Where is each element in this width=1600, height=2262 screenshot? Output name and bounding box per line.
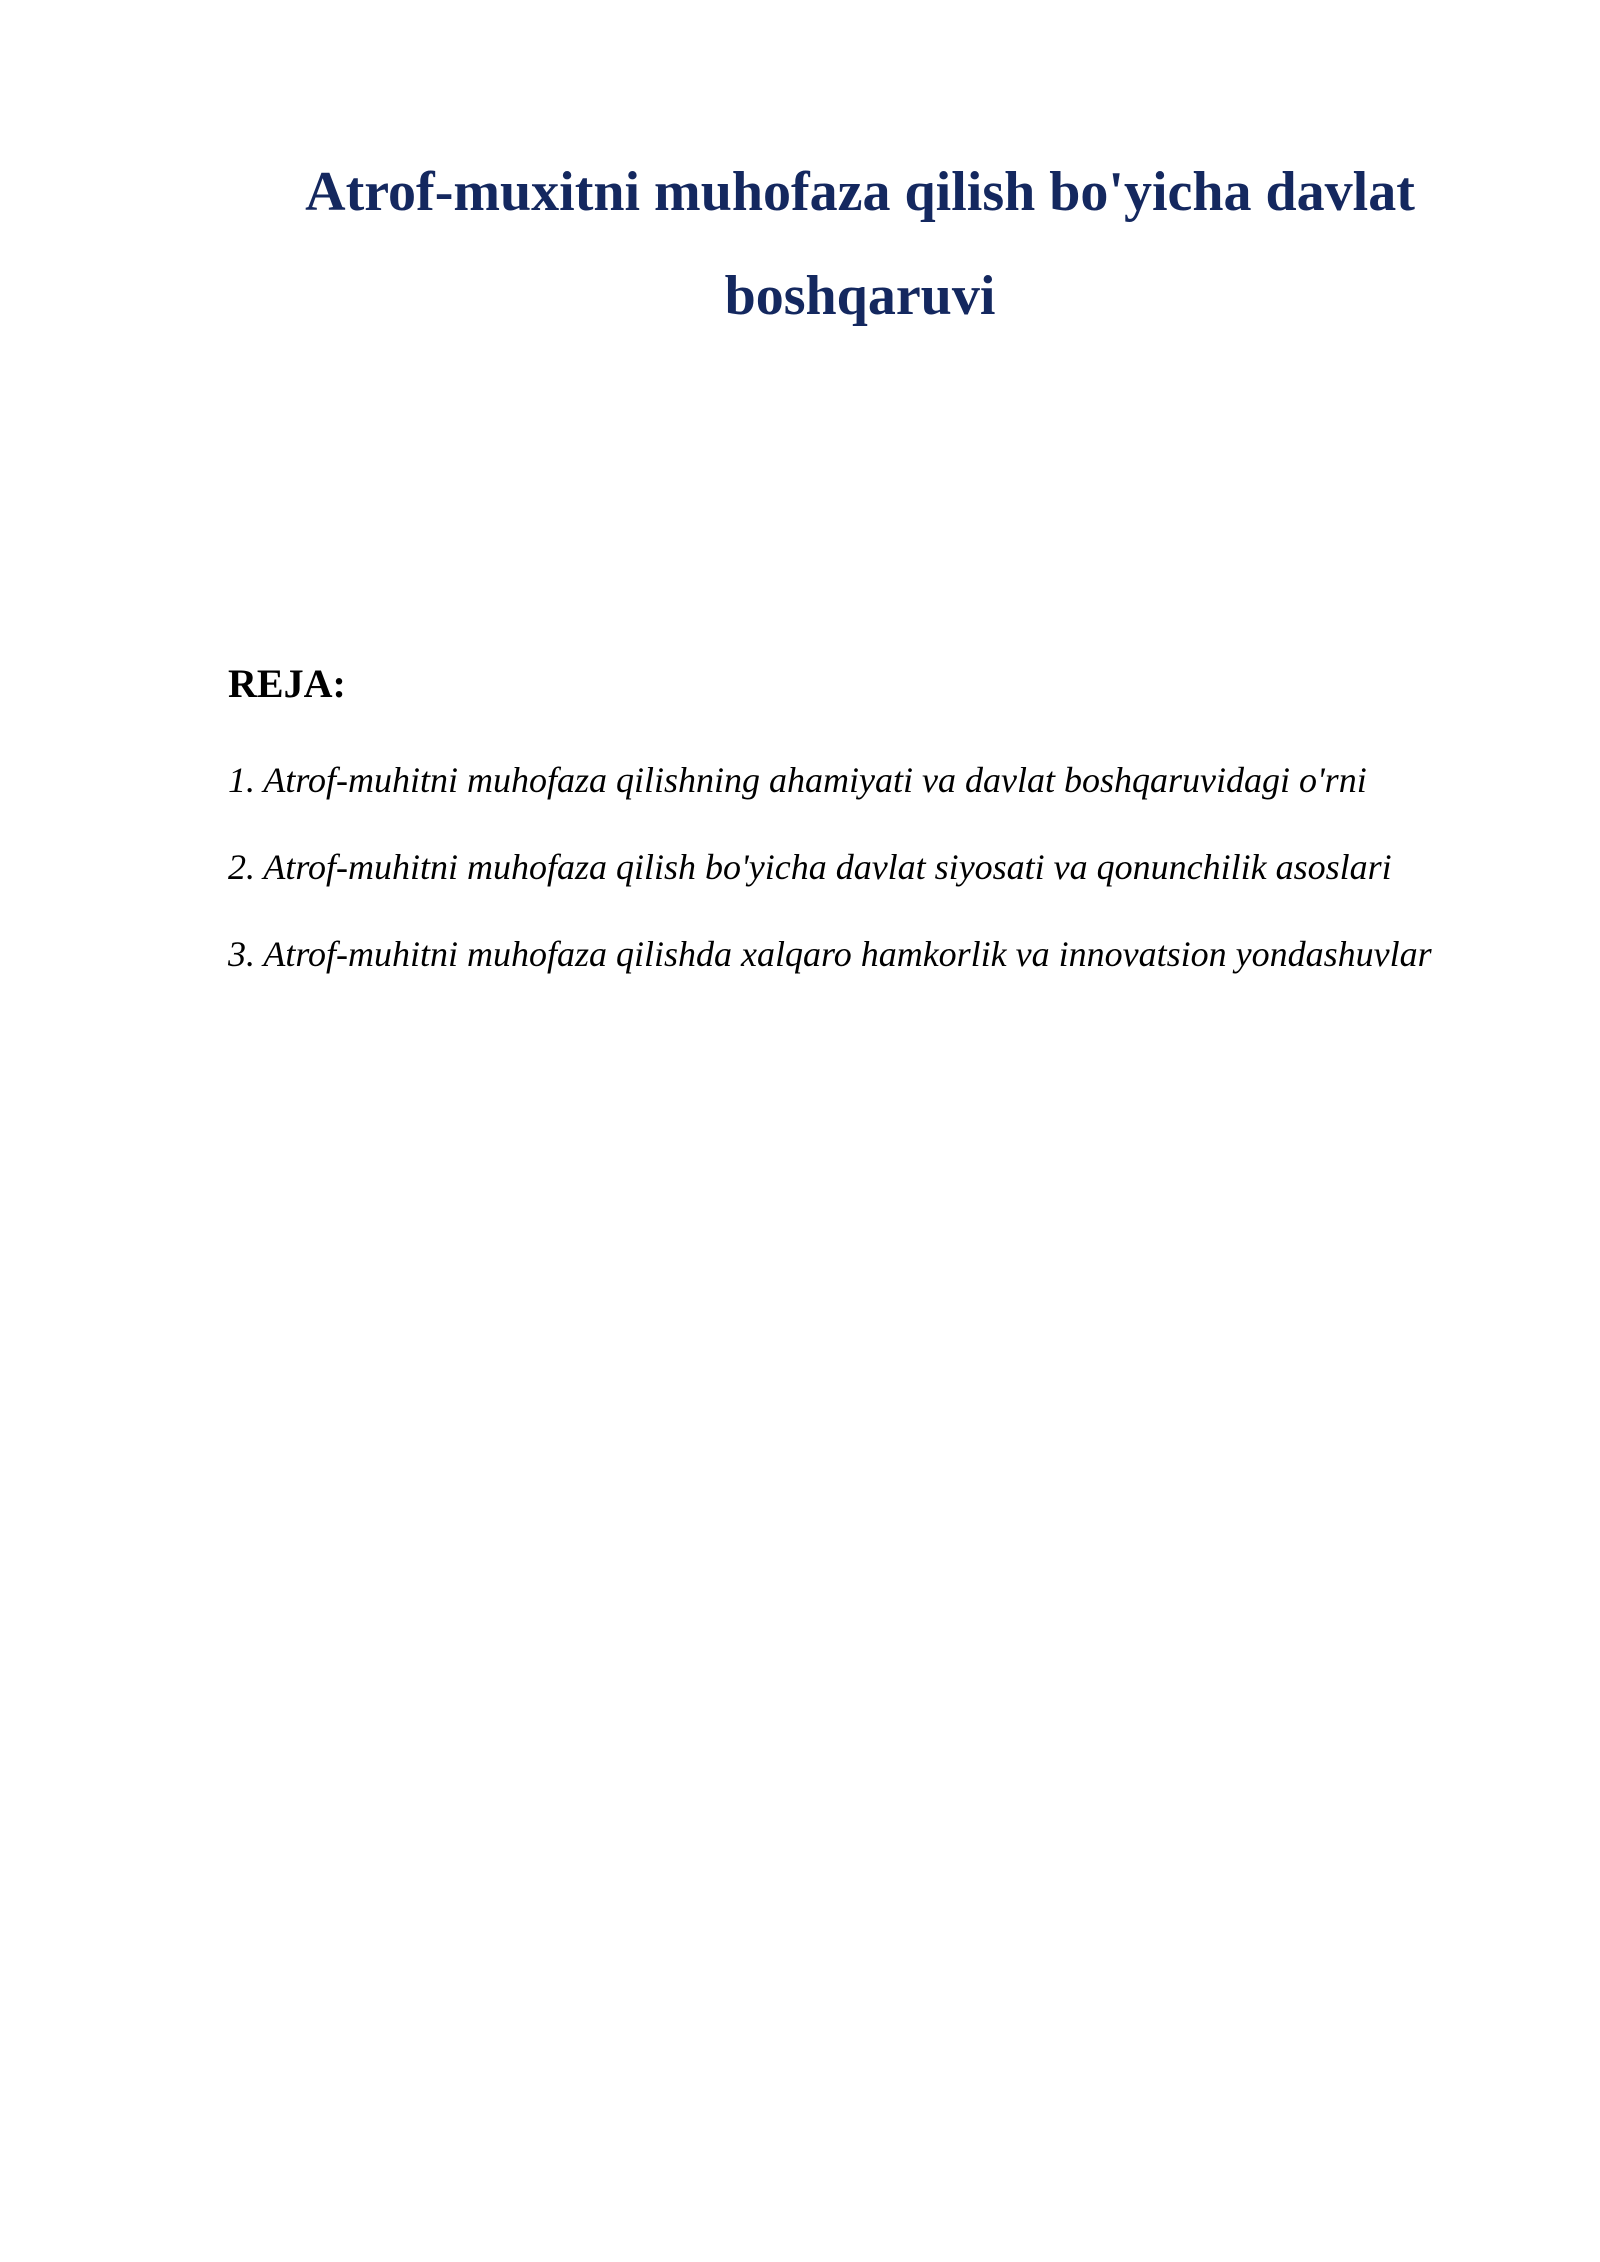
plan-heading: REJA: [228, 661, 346, 706]
plan-item-3: 3. Atrof-muhitni muhofaza qilishda xalqaro hamkorlik va innovatsion yondashuvlar [228, 934, 1432, 974]
plan-list [228, 748, 1468, 1009]
plan-item-1: 1. Atrof-muhitni muhofaza qilishning ahamiyati va davlat boshqaruvidagi o'rni [228, 760, 1367, 800]
plan-item-2: 2. Atrof-muhitni muhofaza qilish bo'yicha davlat siyosati va qonunchilik asoslari [228, 847, 1392, 887]
document-title: Atrof-muxitni muhofaza qilish bo'yicha davlat boshqaruvi [305, 161, 1415, 327]
